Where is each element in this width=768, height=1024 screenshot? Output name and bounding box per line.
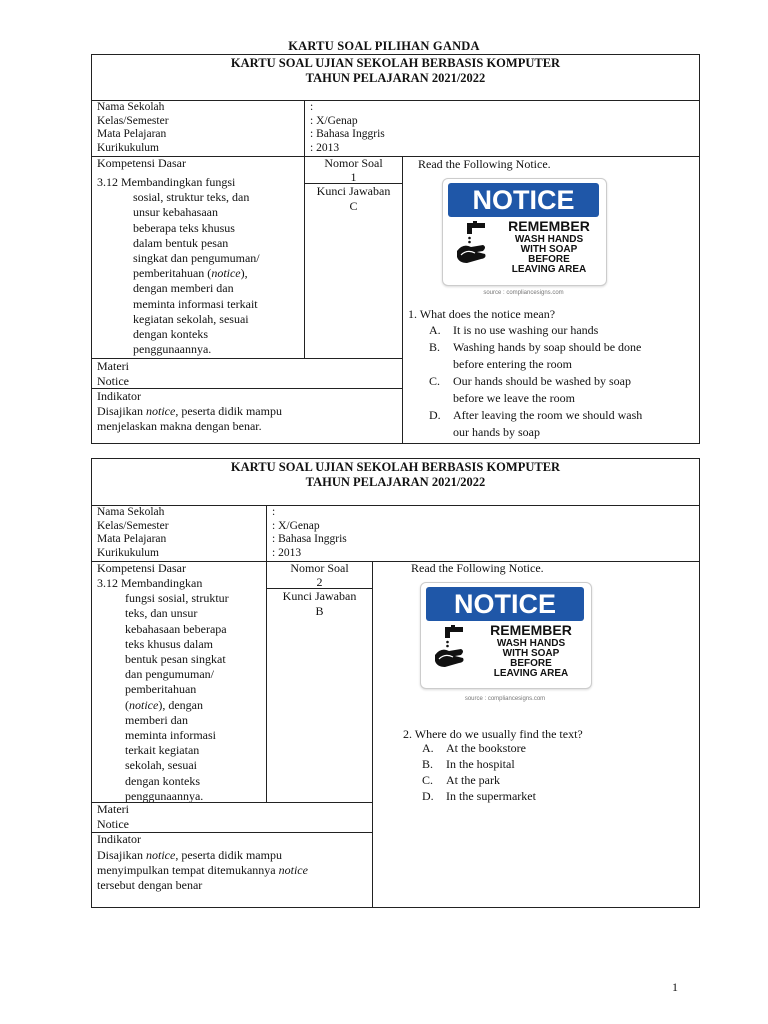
kd-line: pemberitahuan (notice), [133,266,248,281]
hand-washing-icon [453,221,491,267]
option-text: At the bookstore [446,741,526,755]
card-header-line2: TAHUN PELAJARAN 2021/2022 [305,71,486,85]
notice-line: LEAVING AREA [493,668,569,679]
page-number: 1 [672,980,678,994]
indikator-line: menjelaskan makna dengan benar. [97,419,262,434]
hand-washing-icon [431,625,469,671]
option-letter: D. [429,408,441,422]
label-nama-sekolah: Nama Sekolah [97,101,165,113]
kd-line: singkat dan pengumuman/ [133,251,260,266]
kd-label: Kompetensi Dasar [97,561,186,575]
kd-line: fungsi sosial, struktur [125,591,229,606]
kd-line: meminta informasi [125,728,216,743]
kd-line: penggunaannya. [125,788,204,803]
option-d [429,407,699,441]
question-card-2 [91,458,700,908]
value-mata-pelajaran: : Bahasa Inggris [310,128,385,140]
notice-remember: REMEMBER [490,622,572,638]
indikator-line: menyimpulkan tempat ditemukannya notice [97,863,308,878]
kd-line: dengan konteks [133,327,208,342]
materi-value: Notice [97,374,129,388]
label-kelas-semester: Kelas/Semester [97,114,169,127]
label-kelas-semester: Kelas/Semester [97,519,169,532]
option-text: It is no use washing our hands [453,323,599,337]
option-letter: D. [422,789,434,803]
kd-line: kebahasaan beberapa [125,621,227,636]
kd-line: 3.12 Membandingkan fungsi [97,175,236,189]
kunci-jawaban-value: C [349,199,358,213]
kd-line: memberi dan [125,712,188,727]
option-text: After leaving the room we should wash [453,408,643,422]
option-b [422,756,682,772]
option-letter: A. [422,741,434,755]
indikator-line: Disajikan notice, peserta didik mampu [97,404,282,418]
kd-line: dan pengumuman/ [125,667,214,682]
kd-line: 3.12 Membandingkan [97,576,203,590]
option-text: In the hospital [446,757,515,771]
notice-sign-heading: NOTICE [448,183,599,217]
notice-sign-image [442,178,607,286]
kd-line: teks, dan unsur [125,606,198,621]
option-d [422,788,682,804]
kunci-jawaban-label: Kunci Jawaban [282,589,357,603]
kd-line: (notice), dengan [125,697,203,712]
option-letter: B. [429,340,441,354]
option-c [422,772,682,788]
option-text: before we leave the room [453,391,575,405]
kunci-jawaban-value: B [315,604,324,618]
kd-line: bentuk pesan singkat [125,652,226,667]
label-kurikulum: Kurikukulum [97,546,159,559]
image-source-caption: source : compliancesigns.com [464,696,546,702]
nomor-soal-label: Nomor Soal [290,561,349,575]
question-text: 1. What does the notice mean? [408,307,556,321]
instruction-text: Read the Following Notice. [411,561,544,575]
value-kelas-semester: : X/Genap [272,519,320,532]
indikator-text [97,848,369,894]
indikator-line: Disajikan notice, peserta didik mampu [97,848,282,862]
kd-line: sekolah, sesuai [125,758,197,773]
kd-line: unsur kebahasaan [133,205,218,220]
option-letter: C. [422,773,434,787]
kd-line: meminta informasi terkait [133,296,258,311]
notice-line: LEAVING AREA [511,264,587,275]
value-mata-pelajaran: : Bahasa Inggris [272,533,347,545]
question-card-1 [91,54,700,444]
kd-line: dengan konteks [125,773,200,788]
materi-label: Materi [97,359,129,373]
kd-line: beberapa teks khusus [133,220,235,235]
notice-sign-heading: NOTICE [426,587,584,621]
indikator-line: tersebut dengan benar [97,878,203,893]
nomor-soal-label: Nomor Soal [324,156,383,170]
kd-line: teks khusus dalam [125,636,213,651]
label-mata-pelajaran: Mata Pelajaran [97,533,167,545]
notice-line: BEFORE [528,254,570,265]
label-nama-sekolah: Nama Sekolah [97,506,165,518]
kd-text [97,576,265,804]
value-kurikulum: : 2013 [310,141,340,154]
indikator-text [97,404,397,434]
option-text: Our hands should be washed by soap [453,374,631,388]
answer-options [429,322,699,441]
value-kelas-semester: : X/Genap [310,114,358,127]
notice-line: WITH SOAP [502,648,560,659]
materi-label: Materi [97,802,129,816]
image-source-caption: source : compliancesigns.com [483,290,564,296]
label-kurikulum: Kurikukulum [97,141,159,154]
kd-line: dengan memberi dan [133,281,234,296]
kd-line: dalam bentuk pesan [133,235,229,250]
page-title: KARTU SOAL PILIHAN GANDA [288,39,480,53]
notice-line: WITH SOAP [520,244,578,255]
notice-remember: REMEMBER [508,218,590,234]
value-kurikulum: : 2013 [272,546,302,559]
indikator-label: Indikator [97,389,141,403]
option-letter: C. [429,374,441,388]
option-text: At the park [446,773,500,787]
question-text: 2. Where do we usually find the text? [403,727,583,741]
card-header-line1: KARTU SOAL UJIAN SEKOLAH BERBASIS KOMPUTER [230,56,561,70]
kd-line: sosial, struktur teks, dan [133,190,250,205]
instruction-text: Read the Following Notice. [418,157,551,171]
value-nama-sekolah: : [272,506,276,518]
notice-line: WASH HANDS [496,638,566,649]
label-mata-pelajaran: Mata Pelajaran [97,128,167,140]
kunci-jawaban-label: Kunci Jawaban [316,184,391,198]
option-text: our hands by soap [453,425,540,439]
kd-label: Kompetensi Dasar [97,156,186,170]
option-a [429,322,699,339]
option-text: before entering the room [453,357,572,371]
indikator-label: Indikator [97,832,141,846]
materi-value: Notice [97,817,129,831]
answer-options [422,740,682,804]
option-letter: B. [422,757,434,771]
nomor-soal-value: 2 [316,575,323,589]
kd-text [97,175,302,357]
option-letter: A. [429,323,441,337]
kd-line: kegiatan sekolah, sesuai [133,311,249,326]
kd-line: terkait kegiatan [125,743,200,758]
notice-sign-image [420,582,592,689]
notice-text [475,639,587,679]
option-text: In the supermarket [446,789,536,803]
nomor-soal-value: 1 [350,170,357,184]
kd-line: pemberitahuan [125,682,197,697]
option-b [429,339,699,373]
option-a [422,740,682,756]
option-c [429,373,699,407]
value-nama-sekolah: : [310,101,314,113]
notice-line: BEFORE [510,658,552,669]
notice-text [495,235,603,275]
kd-line: penggunaannya. [133,342,212,357]
option-text: Washing hands by soap should be done [453,340,642,354]
notice-line: WASH HANDS [514,234,584,245]
card-header-line2: TAHUN PELAJARAN 2021/2022 [305,475,486,489]
card-header-line1: KARTU SOAL UJIAN SEKOLAH BERBASIS KOMPUTER [230,460,561,474]
